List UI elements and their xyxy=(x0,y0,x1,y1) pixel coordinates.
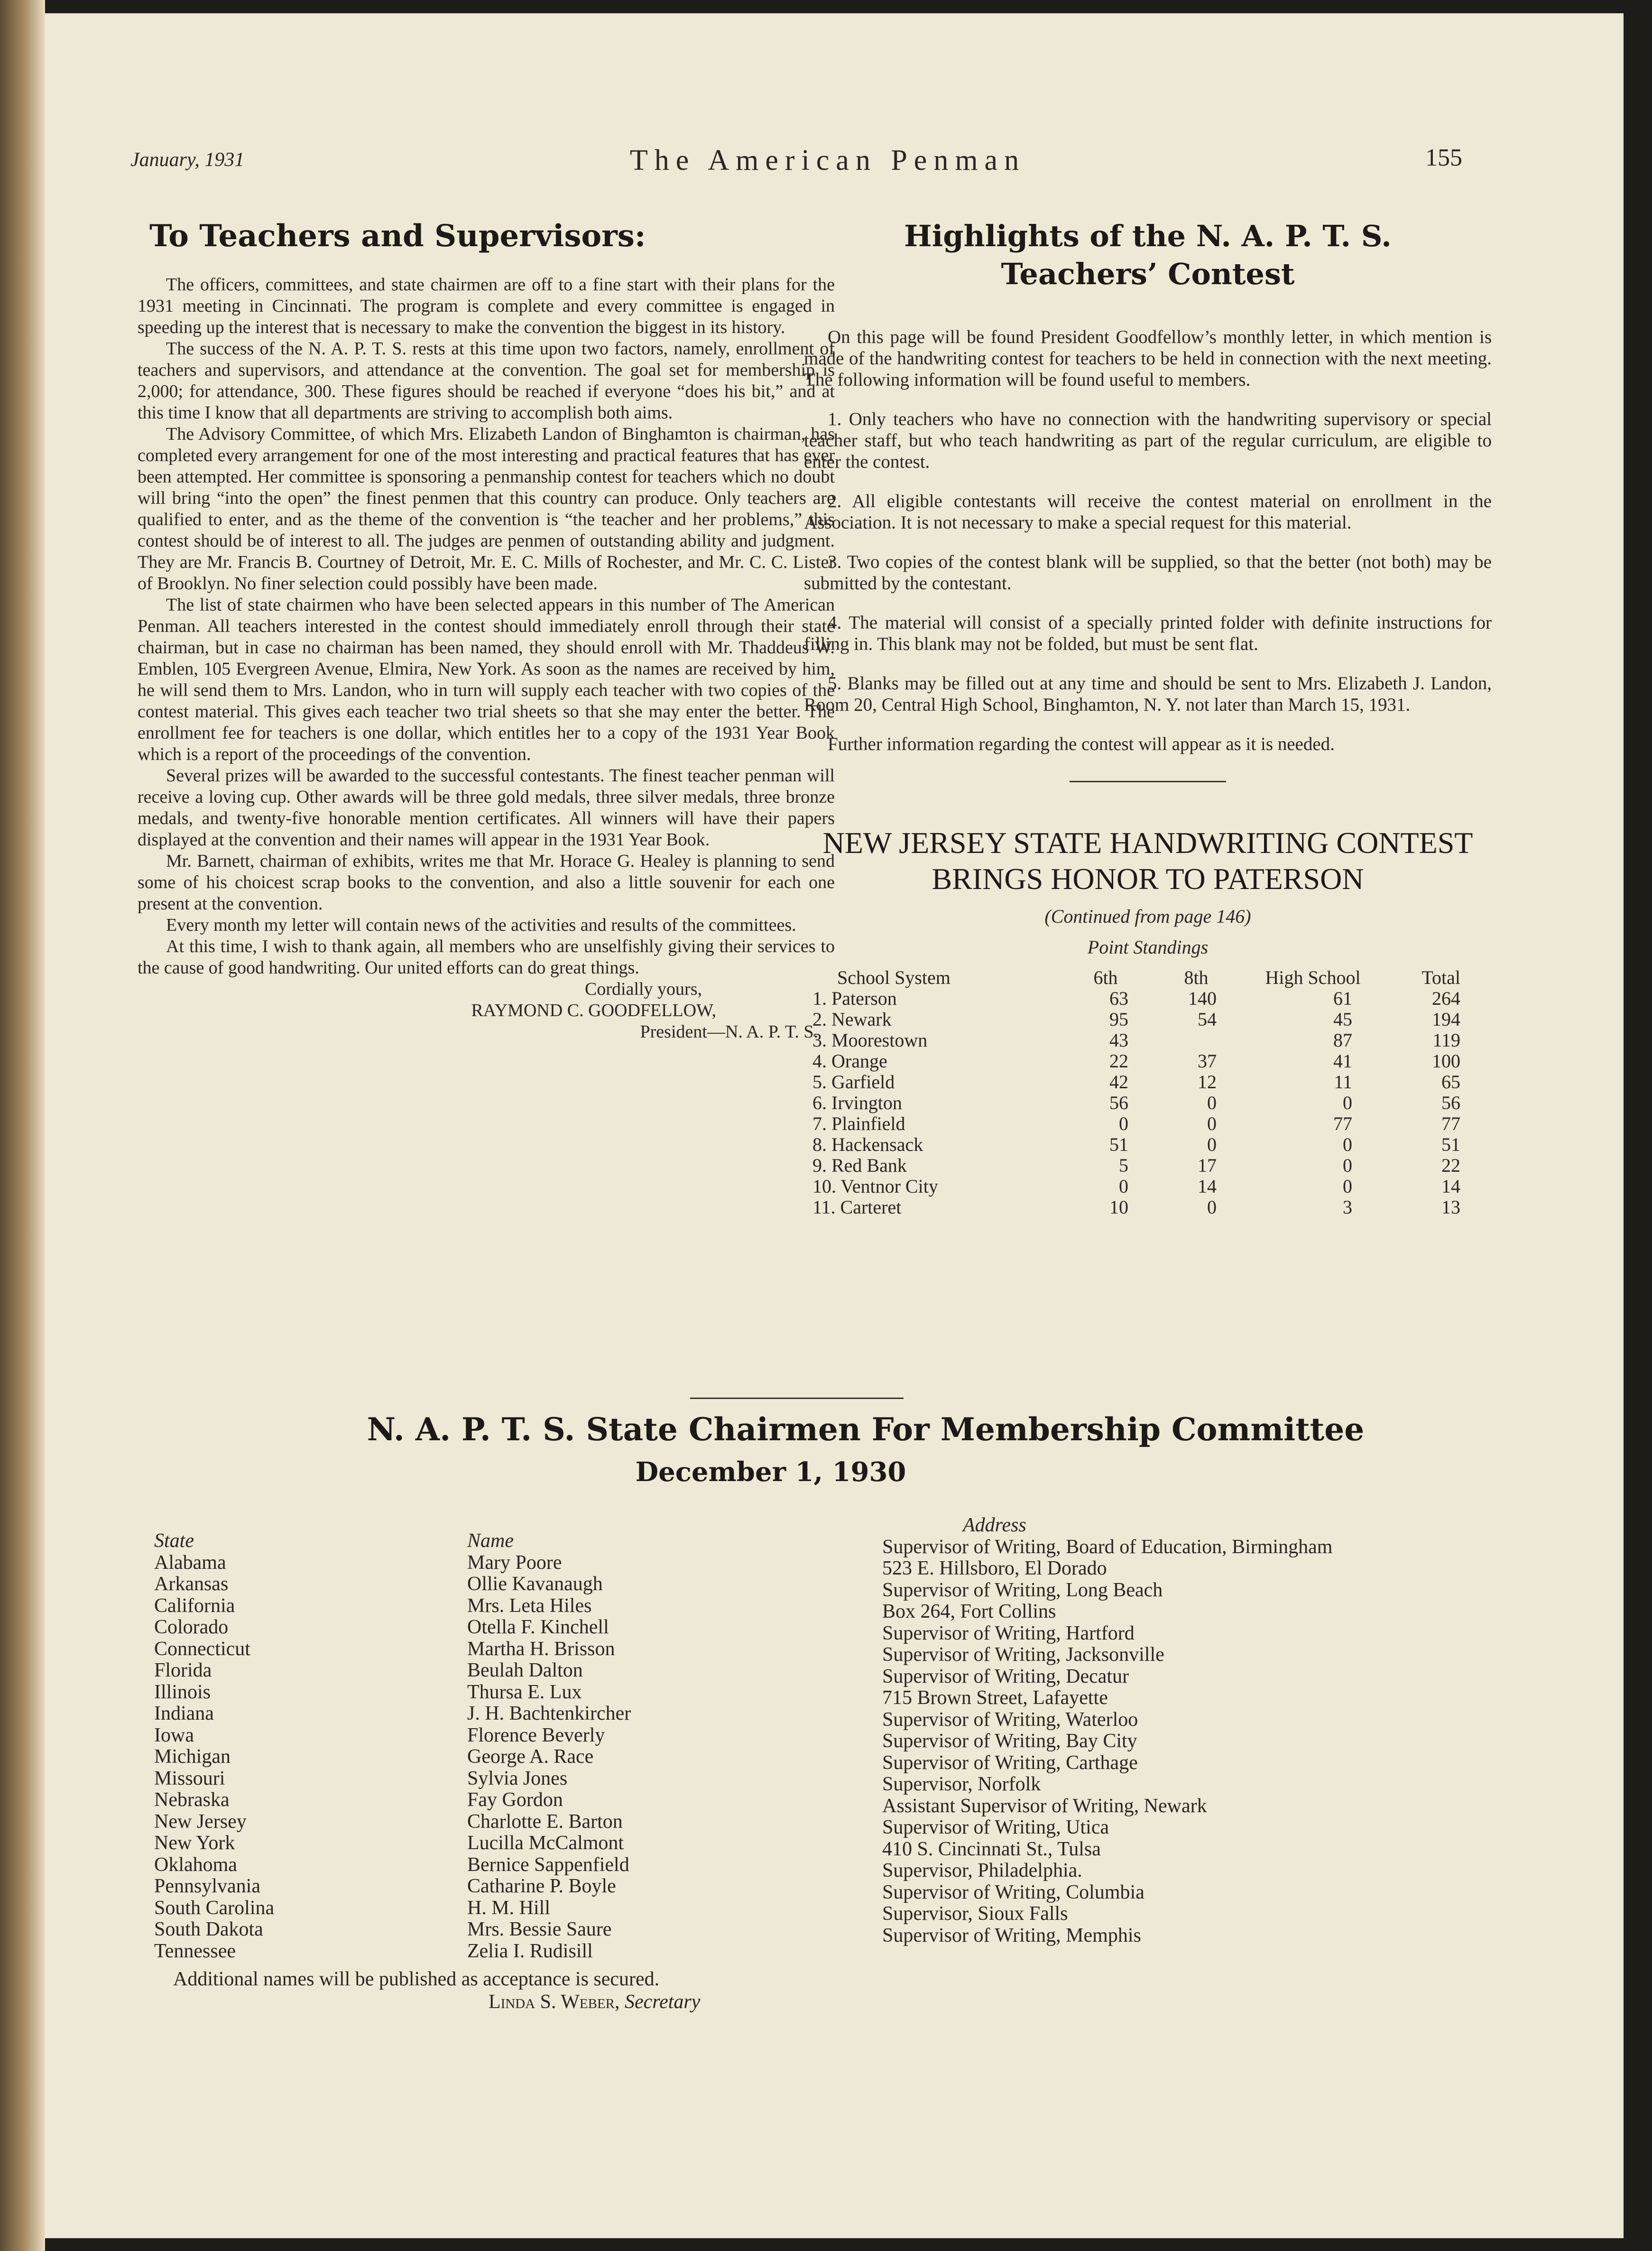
chairman-name-item: Mrs. Bessie Saure xyxy=(467,1918,612,1940)
state-item: Nebraska xyxy=(154,1789,230,1811)
state-column xyxy=(154,1530,439,1962)
paragraph: At this time, I wish to thank again, all members who are unselfishly giving their services to the cause of good handwriting. Our united efforts can do great things. xyxy=(138,936,835,978)
points-cell: 14 xyxy=(1441,1176,1460,1197)
column-header: High School xyxy=(1265,967,1361,988)
address-column-header: Address xyxy=(963,1514,1026,1536)
closing-paragraph: Further information regarding the contest will appear as it is needed. xyxy=(828,734,1335,754)
points-cell: 140 xyxy=(1188,988,1217,1009)
table-row xyxy=(804,1155,1469,1176)
address-item: Supervisor of Writing, Waterloo xyxy=(882,1708,1138,1731)
school-name-cell: 4. Orange xyxy=(812,1050,887,1072)
points-cell: 17 xyxy=(1198,1155,1217,1176)
section-divider xyxy=(690,1398,904,1399)
state-item: Alabama xyxy=(154,1551,226,1574)
table-body xyxy=(804,988,1469,1218)
chairman-name-item: Catharine P. Boyle xyxy=(467,1875,616,1897)
secretary-line xyxy=(173,1991,837,2013)
table-row xyxy=(804,1197,1469,1218)
paragraph: The list of state chairmen who have been selected appears in this number of The American Penman. All teachers interested in the contest should immediately enroll through their state chairman, but in case no chairman has been named, they should enroll with Mr. Thaddeus W. Emblen, 105 Evergreen Avenue, Elmira, New York. As soon as the names are received by him, he will send them to Mrs. Landon, who in turn will supply each teacher with two copies of the contest material. This gives each teacher two trial sheets so that she may enter the better. The enrollment fee for teachers is one dollar, which entitles her to a copy of the 1931 Year Book which is a report of the proceedings of the convention. xyxy=(138,595,835,764)
state-item: Indiana xyxy=(154,1703,214,1724)
points-cell: 0 xyxy=(1207,1134,1217,1155)
letter-closing: Cordially yours, xyxy=(585,979,702,999)
points-cell: 194 xyxy=(1432,1009,1460,1030)
chairman-name-item: Bernice Sappenfield xyxy=(467,1853,629,1876)
chairman-name-item: Martha H. Brisson xyxy=(467,1638,615,1660)
table-row xyxy=(804,1176,1469,1197)
points-cell: 56 xyxy=(1109,1092,1128,1113)
points-cell: 61 xyxy=(1333,988,1352,1009)
points-cell: 42 xyxy=(1109,1071,1128,1093)
column-header: 8th xyxy=(1184,967,1209,988)
points-cell: 13 xyxy=(1441,1196,1460,1218)
chairman-name-item: Florence Beverly xyxy=(467,1724,605,1746)
chairmen-heading: N. A. P. T. S. State Chairmen For Membership Committee xyxy=(367,1411,1365,1448)
points-cell xyxy=(1147,1030,1245,1051)
address-item: Supervisor of Writing, Utica xyxy=(882,1816,1109,1838)
points-cell: 3 xyxy=(1343,1196,1352,1218)
paragraph: Mr. Barnett, chairman of exhibits, writes me that Mr. Horace G. Healey is planning to send some of his choicest scrap books to the convention, and also a little souvenir for each one present at the convention. xyxy=(138,851,835,914)
contest-rule: 3. Two copies of the contest blank will be supplied, so that the better (not both) may be submitted by the contestant. xyxy=(804,552,1492,593)
point-standings-table xyxy=(804,967,1469,1218)
chairman-name-item: Thursa E. Lux xyxy=(467,1681,582,1703)
state-item: South Carolina xyxy=(154,1897,275,1919)
school-name-cell: 10. Ventnor City xyxy=(812,1176,938,1197)
school-name-cell: 11. Carteret xyxy=(812,1196,902,1218)
table-row xyxy=(804,988,1469,1009)
points-cell: 51 xyxy=(1109,1134,1128,1155)
school-name-cell: 2. Newark xyxy=(812,1009,892,1030)
address-item: Supervisor of Writing, Board of Education, Birmingham xyxy=(882,1536,1333,1558)
school-name-cell: 9. Red Bank xyxy=(812,1155,907,1176)
column-header: 6th xyxy=(1093,967,1118,988)
right-article-heading-line1: Highlights of the N. A. P. T. S. xyxy=(904,219,1392,253)
points-cell: 54 xyxy=(1198,1009,1217,1030)
chairman-name-item: Sylvia Jones xyxy=(467,1767,568,1789)
points-cell: 51 xyxy=(1441,1134,1460,1155)
continued-note: (Continued from page 146) xyxy=(1044,906,1251,927)
points-cell: 0 xyxy=(1207,1113,1217,1134)
points-cell: 100 xyxy=(1432,1050,1460,1072)
chairmen-date: December 1, 1930 xyxy=(635,1456,906,1488)
address-item: Supervisor of Writing, Decatur xyxy=(882,1665,1129,1687)
contest-rule: 5. Blanks may be filled out at any time and should be sent to Mrs. Elizabeth J. Landon, Room 20, Central High School, Binghamton, N. Y. not later than March 15, 1931. xyxy=(804,673,1492,715)
points-cell: 0 xyxy=(1343,1134,1352,1155)
points-cell: 0 xyxy=(1207,1092,1217,1113)
state-item: Florida xyxy=(154,1659,212,1681)
contest-rule: 4. The material will consist of a specially printed folder with definite instructions for filling in. This blank may not be folded, but must be sent flat. xyxy=(804,612,1492,654)
school-name-cell: 5. Garfield xyxy=(812,1071,895,1093)
points-cell: 0 xyxy=(1207,1196,1217,1218)
contest-rule: 2. All eligible contestants will receive the contest material on enrollment in the Association. It is not necessary to make a special request for this material. xyxy=(804,491,1492,533)
right-article-heading-line2: Teachers’ Contest xyxy=(1001,257,1295,291)
address-list xyxy=(882,1537,1570,1947)
table-row xyxy=(804,1113,1469,1134)
secretary-title: Secretary xyxy=(625,1991,701,2013)
column-header: Total xyxy=(1421,967,1460,988)
points-cell: 65 xyxy=(1441,1071,1460,1093)
chairman-name-item: Otella F. Kinchell xyxy=(467,1616,609,1638)
paragraph: The success of the N. A. P. T. S. rests at this time upon two factors, namely, enrollment of teachers and supervisors, and attendance at the convention. The goal set for membership is 2,000; for attendance, 300. These figures should be reached if everyone “does his bit,” and at this time I know that all departments are striving to accomplish both aims. xyxy=(138,339,835,423)
table-row xyxy=(804,1134,1469,1155)
state-item: New York xyxy=(154,1832,235,1854)
points-cell: 43 xyxy=(1109,1029,1128,1051)
magazine-title: The American Penman xyxy=(629,144,1026,176)
state-column-header: State xyxy=(154,1530,194,1552)
points-cell: 56 xyxy=(1441,1092,1460,1113)
points-cell: 11 xyxy=(1334,1071,1352,1093)
points-cell: 0 xyxy=(1343,1176,1352,1197)
points-cell: 95 xyxy=(1109,1009,1128,1030)
points-cell: 119 xyxy=(1432,1029,1460,1051)
points-cell: 45 xyxy=(1333,1009,1352,1030)
state-item: Michigan xyxy=(154,1746,231,1768)
address-item: Supervisor of Writing, Bay City xyxy=(882,1730,1137,1752)
issue-date: January, 1931 xyxy=(130,149,245,171)
points-cell: 63 xyxy=(1109,988,1128,1009)
points-cell: 0 xyxy=(1119,1176,1128,1197)
footer-note: Additional names will be published as acceptance is secured. xyxy=(173,1968,660,1990)
name-column-header: Name xyxy=(467,1530,514,1552)
table-row xyxy=(804,1072,1469,1093)
signer-title: President—N. A. P. T. S. xyxy=(640,1022,818,1042)
paragraph: Every month my letter will contain news of the activities and results of the committees. xyxy=(166,915,796,935)
state-item: Pennsylvania xyxy=(154,1875,260,1897)
table-row xyxy=(804,1009,1469,1030)
table-title: Point Standings xyxy=(1087,936,1209,958)
chairman-name-item: H. M. Hill xyxy=(467,1897,551,1919)
state-item: Oklahoma xyxy=(154,1853,237,1876)
state-item: Tennessee xyxy=(154,1940,236,1962)
nj-article-heading: NEW JERSEY STATE HANDWRITING CONTEST BRINGS HONOR TO PATERSON xyxy=(822,826,1473,896)
points-cell: 264 xyxy=(1432,988,1460,1009)
address-item: Supervisor, Sioux Falls xyxy=(882,1903,1068,1925)
state-item: Missouri xyxy=(154,1767,225,1789)
points-cell: 77 xyxy=(1333,1113,1352,1134)
points-cell: 0 xyxy=(1343,1092,1352,1113)
points-cell: 37 xyxy=(1198,1050,1217,1072)
left-article xyxy=(138,217,835,1043)
paragraph: The officers, committees, and state chairmen are off to a fine start with their plans for the 1931 meeting in Cincinnati. The program is complete and every committee is engaged in speeding up the interest that is necessary to make the convention the biggest in its history. xyxy=(138,275,835,337)
state-item: California xyxy=(154,1594,235,1617)
points-cell: 77 xyxy=(1441,1113,1460,1134)
chairman-name-item: Mary Poore xyxy=(467,1551,562,1574)
address-item: Supervisor of Writing, Memphis xyxy=(882,1924,1141,1946)
paragraph: The Advisory Committee, of which Mrs. Elizabeth Landon of Binghamton is chairman, has completed every arrangement for one of the most interesting and practical features that has ever been attempted. Her committee is sponsoring a penmanship contest for teachers which no doubt will bring “into the open” the finest penmen that this country can produce. Only teachers are qualified to enter, and as the theme of the convention is “the teacher and her problems,” this contest should be of interest to all. The judges are penmen of outstanding ability and judgment. They are Mr. Francis B. Courtney of Detroit, Mr. E. C. Mills of Rochester, and Mr. C. C. Lister of Brooklyn. No finer selection could possibly have been made. xyxy=(138,424,835,593)
address-item: 410 S. Cincinnati St., Tulsa xyxy=(882,1838,1101,1860)
address-item: Supervisor, Norfolk xyxy=(882,1773,1041,1795)
state-item: South Dakota xyxy=(154,1918,263,1940)
state-item: New Jersey xyxy=(154,1810,247,1833)
state-item: Arkansas xyxy=(154,1573,229,1595)
points-cell: 22 xyxy=(1109,1050,1128,1072)
chairman-name-item: George A. Race xyxy=(467,1746,594,1768)
state-item: Colorado xyxy=(154,1616,229,1638)
points-cell: 0 xyxy=(1119,1113,1128,1134)
address-item: Box 264, Fort Collins xyxy=(882,1601,1056,1622)
points-cell: 10 xyxy=(1109,1196,1128,1218)
points-cell: 22 xyxy=(1441,1155,1460,1176)
intro-paragraph: On this page will be found President Goodfellow’s monthly letter, in which mention is made of the handwriting contest for teachers to be held in connection with the next meeting. The following information will be found useful to members. xyxy=(804,327,1492,390)
address-item: Supervisor of Writing, Jacksonville xyxy=(882,1644,1164,1666)
chairman-name-item: Mrs. Leta Hiles xyxy=(467,1594,592,1617)
left-article-heading: To Teachers and Supervisors: xyxy=(149,218,646,254)
state-item: Connecticut xyxy=(154,1638,250,1660)
state-item: Iowa xyxy=(154,1724,194,1746)
address-item: 715 Brown Street, Lafayette xyxy=(882,1687,1108,1709)
chairman-name-item: Ollie Kavanaugh xyxy=(467,1573,603,1595)
chairman-name-item: Fay Gordon xyxy=(467,1789,563,1811)
address-item: Supervisor of Writing, Long Beach xyxy=(882,1579,1163,1601)
points-cell: 87 xyxy=(1333,1029,1352,1051)
right-article xyxy=(804,217,1492,1218)
magazine-page xyxy=(45,13,1624,2238)
school-name-cell: 3. Moorestown xyxy=(812,1029,928,1051)
points-cell: 0 xyxy=(1343,1155,1352,1176)
chairman-name-item: Beulah Dalton xyxy=(467,1659,583,1681)
table-row xyxy=(804,1030,1469,1051)
address-item: Supervisor of Writing, Carthage xyxy=(882,1751,1138,1774)
signer-name: RAYMOND C. GOODFELLOW, xyxy=(471,1000,716,1020)
table-row xyxy=(804,1093,1469,1113)
points-cell: 5 xyxy=(1119,1155,1128,1176)
address-item: 523 E. Hillsboro, El Dorado xyxy=(882,1557,1107,1579)
address-item: Supervisor of Writing, Columbia xyxy=(882,1881,1144,1903)
secretary-name: Linda S. Weber, xyxy=(489,1991,620,2013)
book-spine xyxy=(0,0,45,2251)
paragraph: Several prizes will be awarded to the successful contestants. The finest teacher penman will receive a loving cup. Other awards will be three gold medals, three silver medals, three bronze medals, and twenty-five honorable mention certificates. All winners will have their papers displayed at the convention and their names will appear in the 1931 Year Book. xyxy=(138,766,835,850)
name-list xyxy=(467,1552,894,1963)
points-cell: 12 xyxy=(1198,1071,1217,1093)
points-cell: 41 xyxy=(1333,1050,1352,1072)
section-divider xyxy=(1070,781,1226,782)
contest-rule: 1. Only teachers who have no connection with the handwriting supervisory or special teacher staff, but who teach handwriting as part of the regular curriculum, are eligible to enter the contest. xyxy=(804,409,1492,472)
school-name-cell: 6. Irvington xyxy=(812,1092,902,1113)
school-name-cell: 7. Plainfield xyxy=(812,1113,905,1134)
address-item: Supervisor of Writing, Hartford xyxy=(882,1622,1135,1644)
page-number: 155 xyxy=(1425,144,1462,171)
address-column xyxy=(882,1515,1570,1946)
table-row xyxy=(804,1051,1469,1072)
chairman-name-item: Charlotte E. Barton xyxy=(467,1810,623,1833)
name-column xyxy=(467,1530,894,1962)
chairman-name-item: J. H. Bachtenkircher xyxy=(467,1703,631,1724)
school-name-cell: 1. Paterson xyxy=(812,988,897,1009)
address-item: Assistant Supervisor of Writing, Newark xyxy=(882,1795,1207,1817)
table-header-row xyxy=(804,967,1469,988)
points-cell: 14 xyxy=(1198,1176,1217,1197)
chairman-name-item: Zelia I. Rudisill xyxy=(467,1940,593,1962)
address-item: Supervisor, Philadelphia. xyxy=(882,1860,1082,1881)
chairman-name-item: Lucilla McCalmont xyxy=(467,1832,624,1854)
state-item: Illinois xyxy=(154,1681,211,1703)
state-list xyxy=(154,1552,439,1963)
column-header: School System xyxy=(837,967,951,988)
school-name-cell: 8. Hackensack xyxy=(812,1134,923,1155)
footer-note-block xyxy=(173,1968,837,2013)
